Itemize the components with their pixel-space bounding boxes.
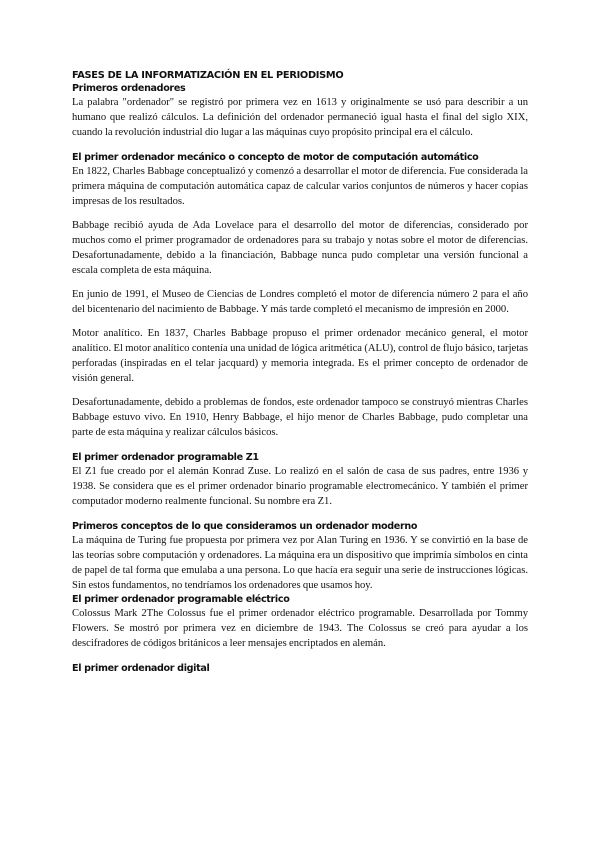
- paragraph-maquina-turing: La máquina de Turing fue propuesta por primera vez por Alan Turing en 1936. Y se convirtió en la base de las teorías sobre computación y ordenadores. La máquina era un dispositivo que imprimía símbolos en cinta de papel de tal forma que emulaba a una persona. Lo que hacía era seguir una serie de instrucciones lógicas. Sin estos fundamentos, no tendríamos los ordenadores que usamos hoy.: [72, 535, 528, 591]
- paragraph-colossus: Colossus Mark 2The Colossus fue el primer ordenador eléctrico programable. Desarrollada por Tommy Flowers. Se mostró por primera vez en diciembre de 1943. The Colossus se creó para ayudar a los descifradores de códigos británicos a leer mensajes encriptados en alemán.: [72, 608, 528, 649]
- section-heading-z1: El primer ordenador programable Z1: [72, 452, 259, 463]
- paragraph-ada-lovelace: Babbage recibió ayuda de Ada Lovelace para el desarrollo del motor de diferencias, considerado por muchos como el primer programador de ordenadores para su trabajo y notas sobre el motor de diferencias. Desafortunadamente, debido a la financiación, Babbage nunca pudo completar una versión funcional a escala completa de esta máquina.: [72, 220, 528, 276]
- paragraph-babbage-1822: En 1822, Charles Babbage conceptualizó y comenzó a desarrollar el motor de diferencia. Fue considerada la primera máquina de computación automática capaz de calcular varios conjuntos de números y hacer copias impresas de los resultados.: [72, 166, 528, 207]
- paragraph-henry-babbage: Desafortunadamente, debido a problemas de fondos, este ordenador tampoco se construyó mientras Charles Babbage estuvo vivo. En 1910, Henry Babbage, el hijo menor de Charles Babbage, pudo completar una parte de esta máquina y realizar cálculos básicos.: [72, 397, 528, 438]
- section-heading-primeros-ordenadores: Primeros ordenadores: [72, 83, 186, 94]
- section-heading-programable-electrico: El primer ordenador programable eléctrico: [72, 594, 290, 605]
- paragraph-museo-londres: En junio de 1991, el Museo de Ciencias de Londres completó el motor de diferencia número 2 para el año del bicentenario del nacimiento de Babbage. Y más tarde completó el mecanismo de impresión en 2000.: [72, 289, 528, 315]
- paragraph-motor-analitico: Motor analítico. En 1837, Charles Babbage propuso el primer ordenador mecánico general, el motor analítico. El motor analítico contenía una unidad de lógica aritmética (ALU), control de flujo básico, tarjetas perforadas (inspiradas en el telar jacquard) y memoria integrada. Es el primer concepto de ordenador de visión general.: [72, 328, 528, 384]
- section-heading-primer-ordenador-mecanico: El primer ordenador mecánico o concepto de motor de computación automático: [72, 152, 479, 163]
- paragraph-z1: El Z1 fue creado por el alemán Konrad Zuse. Lo realizó en el salón de casa de sus padres, entre 1936 y 1938. Se considera que es el primer ordenador binario programable electromecánico. Y también el primer computador moderno realmente funcional. Su nombre era Z1.: [72, 466, 528, 507]
- paragraph-primeros-ordenadores: La palabra "ordenador" se registró por primera vez en 1613 y originalmente se usó para describir a un humano que realizó cálculos. La definición del ordenador permaneció igual hasta el final del siglo XIX, cuando la revolución industrial dio lugar a las máquinas cuyo propósito principal era el cálculo.: [72, 97, 528, 138]
- section-heading-primer-ordenador-digital: El primer ordenador digital: [72, 663, 210, 674]
- document-page: [72, 70, 528, 675]
- section-heading-ordenador-moderno: Primeros conceptos de lo que consideramos un ordenador moderno: [72, 521, 418, 532]
- document-title: FASES DE LA INFORMATIZACIÓN EN EL PERIODISMO: [72, 70, 344, 81]
